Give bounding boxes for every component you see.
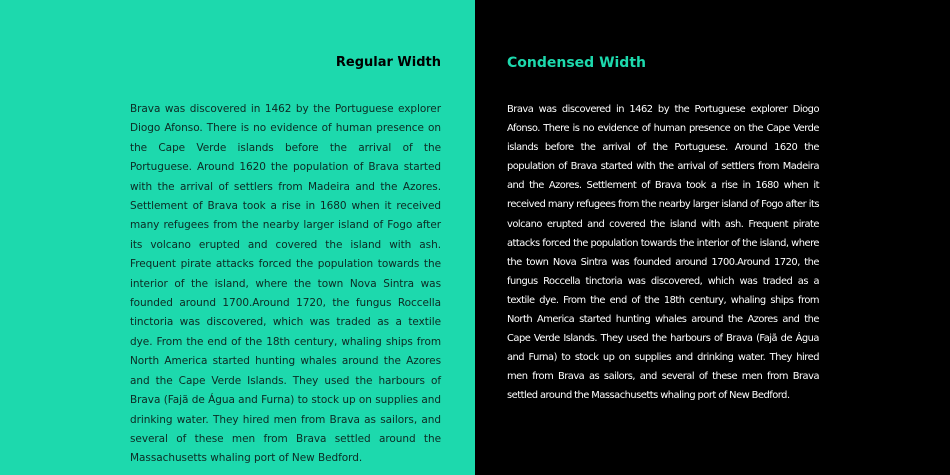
condensed-width-heading: Condensed Width: [507, 55, 646, 71]
regular-width-heading: Regular Width: [335, 55, 441, 70]
regular-width-paragraph: Brava was discovered in 1462 by the Portuguese explorer Diogo Afonso. There is no evidence of human presence on the Cape Verde islands before the arrival of the Portuguese. Around 1620 the population of Brava started with the arrival of settlers from Madeira and the Azores. Settlement of Brava took a rise in 1680 when it received many refugees from the nearby larger island of Fogo after its volcano erupted and covered the island with ash. Frequent pirate attacks forced the population towards the interior of the island, where the town Nova Sintra was founded around 1700.Around 1720, the fungus Roccella tinctoria was discovered, which was traded as a textile dye. From the end of the 18th century, whaling ships from North America started hunting whales around the Azores and the Cape Verde Islands. They used the harbours of Brava (Fajã de Água and Furna) to stock up on supplies and drinking water. They hired men from Brava as sailors, and several of these men from Brava settled around the Massachusetts whaling port of New Bedford.: [130, 103, 441, 465]
condensed-width-paragraph: Brava was discovered in 1462 by the Portuguese explorer Diogo Afonso. There is no evidence of human presence on the Cape Verde islands before the arrival of the Portuguese. Around 1620 the population of Brava started with the arrival of settlers from Madeira and the Azores. Settlement of Brava took a rise in 1680 when it received many refugees from the nearby larger island of Fogo after its volcano erupted and covered the island with ash. Frequent pirate attacks forced the population towards the interior of the island, where the town Nova Sintra was founded around 1700.Around 1720, the fungus Roccella tinctoria was discovered, which was traded as a textile dye. From the end of the 18th century, whaling ships from North America started hunting whales around the Azores and the Cape Verde Islands. They used the harbours of Brava (Fajã de Água and Furna) to stock up on supplies and drinking water. They hired men from Brava as sailors, and several of these men from Brava settled around the Massachusetts whaling port of New Bedford.: [507, 104, 819, 402]
condensed-width-panel: [475, 0, 950, 475]
